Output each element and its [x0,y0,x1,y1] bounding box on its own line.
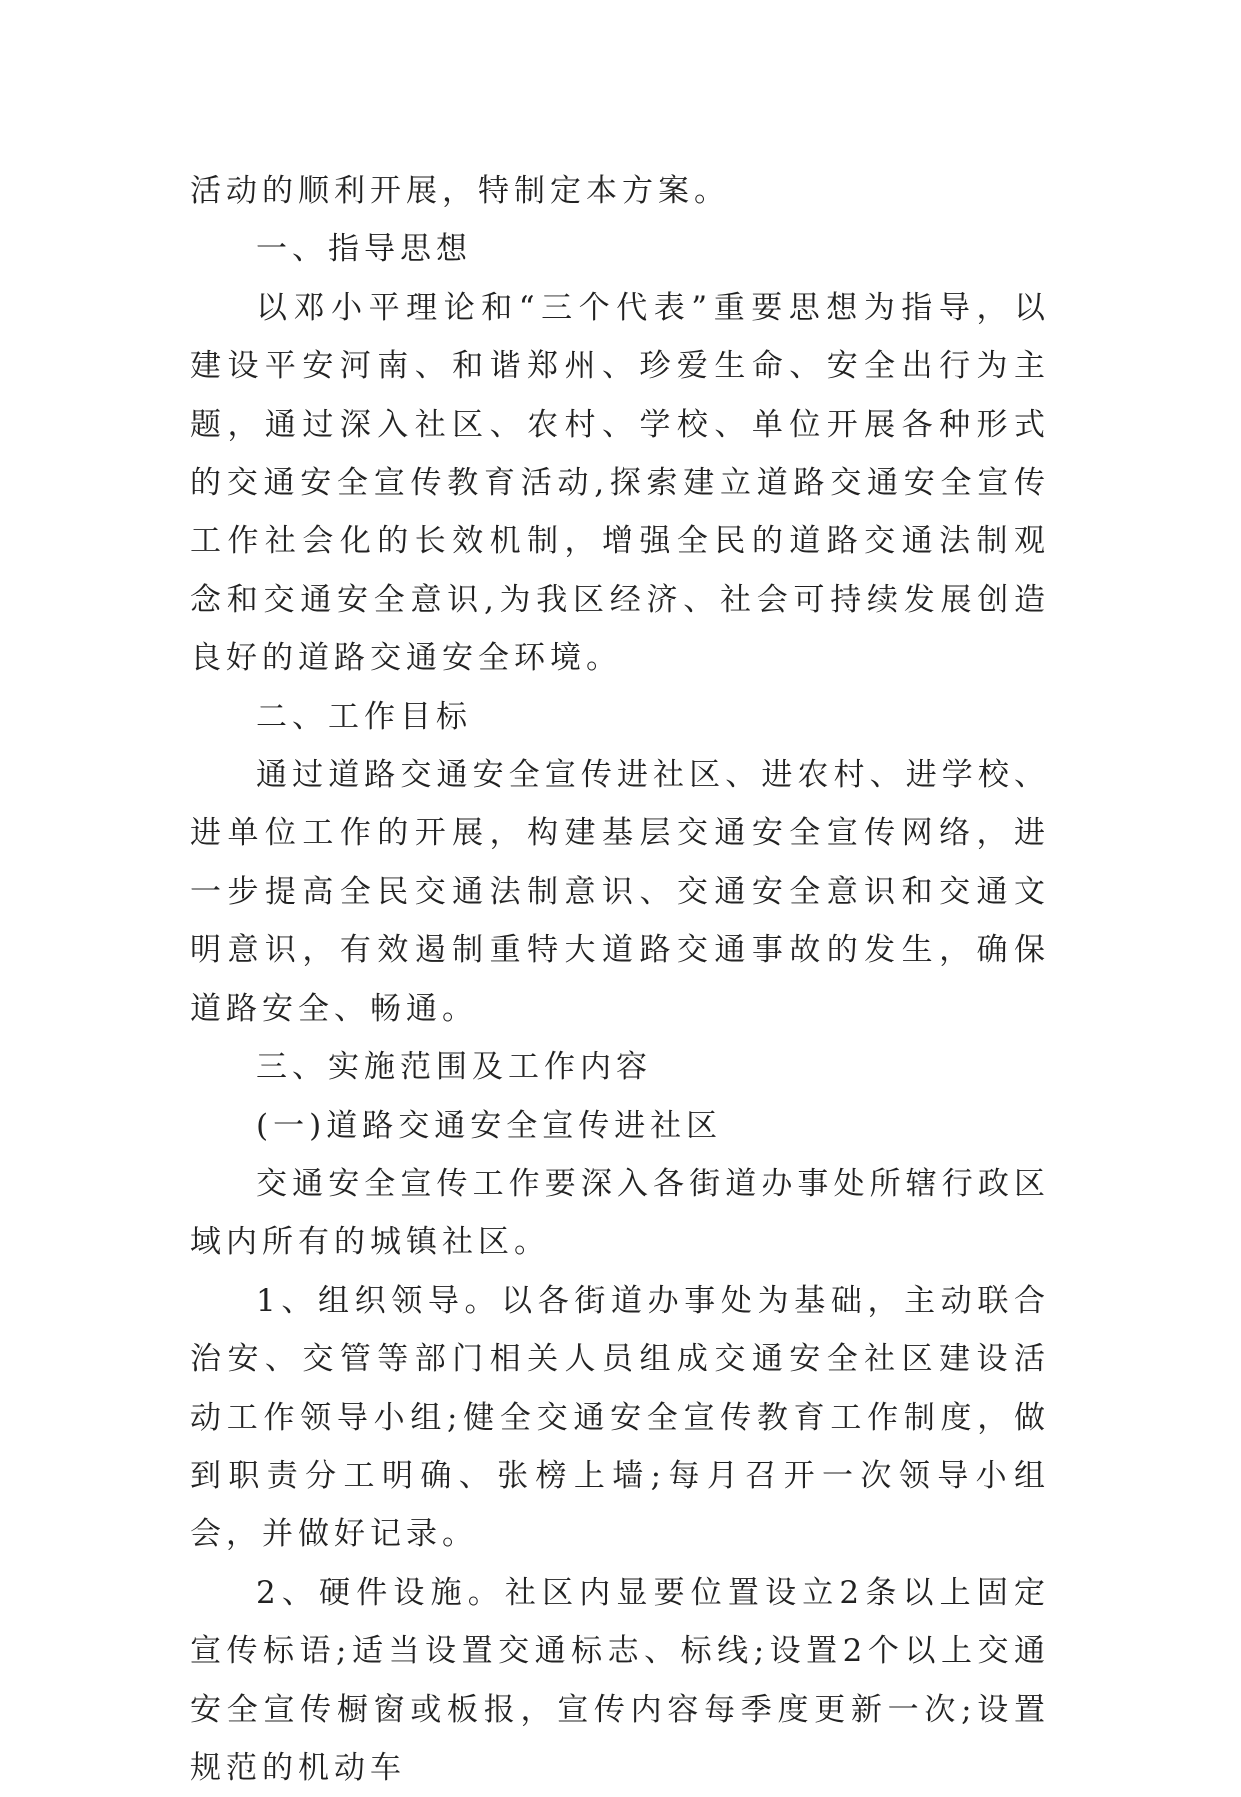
section-heading-guiding-ideology: 一、指导思想 [256,231,472,268]
subsection-heading-community: (一)道路交通安全宣传进社区 [256,1107,723,1144]
paragraph-guiding-ideology: 以邓小平理论和“三个代表”重要思想为指导，以建设平安河南、和谐郑州、珍爱生命、安全出行为主题，通过深入社区、农村、学校、单位开展各种形式的交通安全宣传教育活动,探索建立道路交通安全宣传工作社会化的长效机制，增强全民的道路交通法制观念和交通安全意识,为我区经济、社会可持续发展创造良好的道路交通安全环境。 [190,289,1050,677]
section-heading-scope-and-content: 三、实施范围及工作内容 [256,1049,652,1086]
section-heading-work-goals: 二、工作目标 [256,698,472,735]
paragraph-hardware-facilities: 2、硬件设施。社区内显要位置设立2条以上固定宣传标语;适当设置交通标志、标线;设置2个以上交通安全宣传橱窗或板报，宣传内容每季度更新一次;设置规范的机动车 [190,1574,1050,1786]
paragraph-organization-leadership: 1、组织领导。以各街道办事处为基础，主动联合治安、交管等部门相关人员组成交通安全社区建设活动工作领导小组;健全交通安全宣传教育工作制度，做到职责分工明确、张榜上墙;每月召开一次领导小组会，并做好记录。 [190,1282,1050,1553]
paragraph-community-scope: 交通安全宣传工作要深入各街道办事处所辖行政区域内所有的城镇社区。 [190,1165,1050,1261]
paragraph-work-goals: 通过道路交通安全宣传进社区、进农村、进学校、进单位工作的开展，构建基层交通安全宣传网络，进一步提高全民交通法制意识、交通安全意识和交通文明意识，有效遏制重特大道路交通事故的发生，确保道路安全、畅通。 [190,757,1050,1027]
paragraph-continuation: 活动的顺利开展，特制定本方案。 [190,173,730,209]
document-body [190,162,1050,1797]
